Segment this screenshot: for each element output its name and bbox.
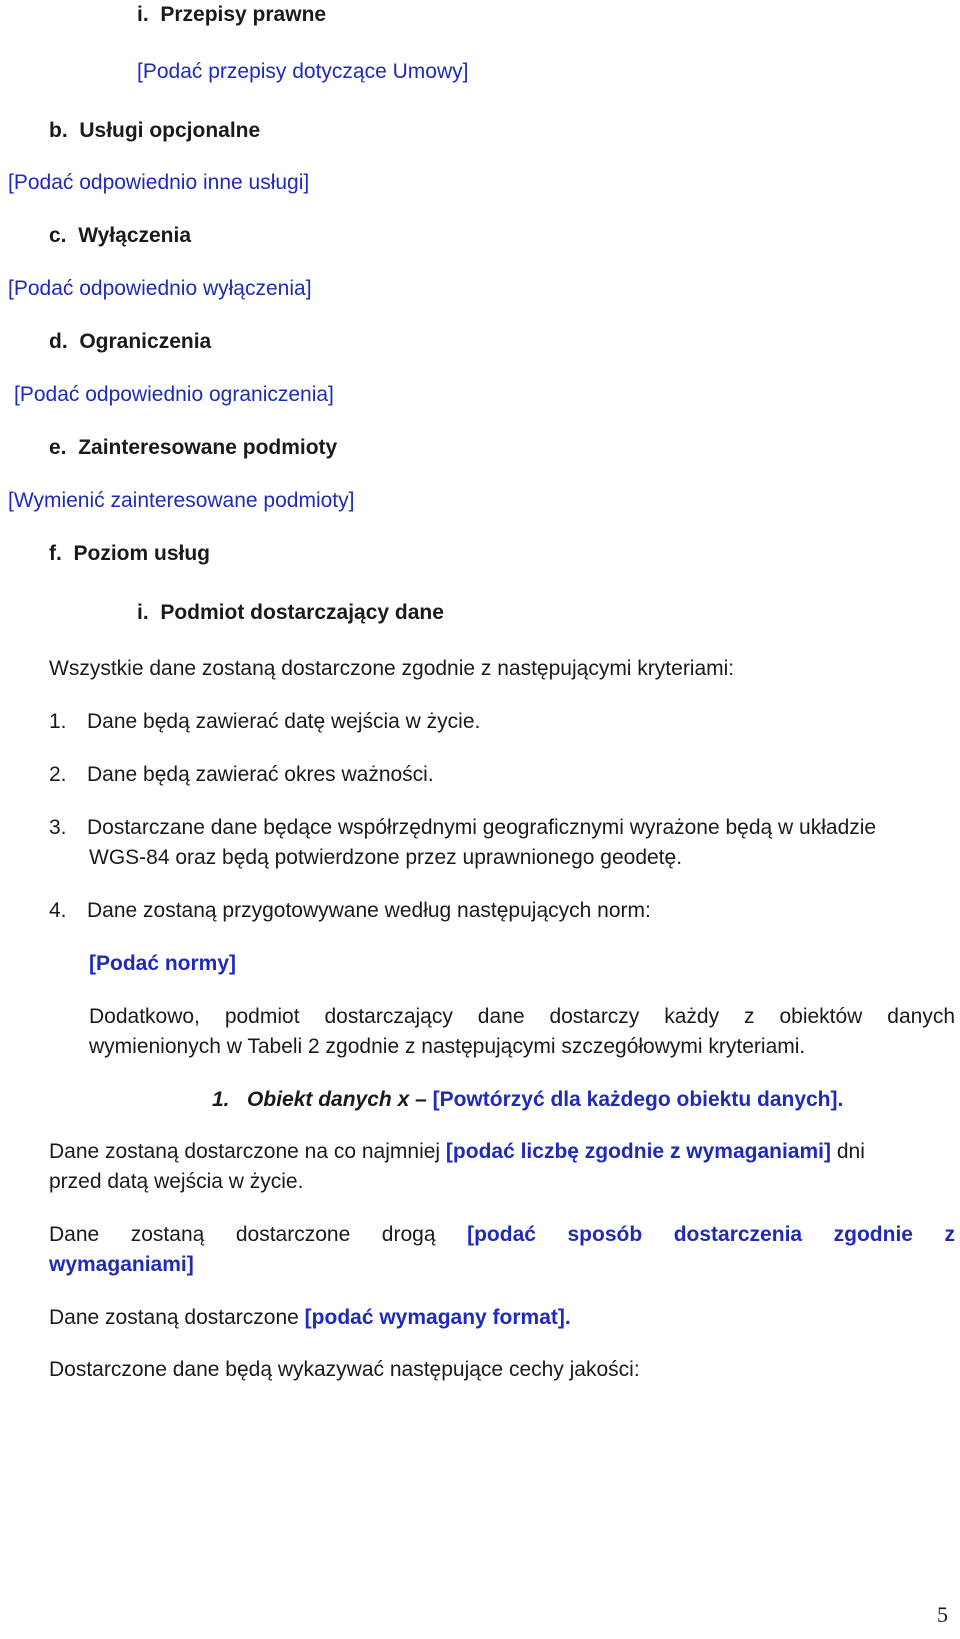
heading-marker: i.	[137, 601, 149, 624]
heading-limitations	[49, 327, 211, 357]
criteria-number: 3.	[49, 816, 67, 839]
additional-criteria-line2: wymienionych w Tabeli 2 zgodnie z następującymi szczegółowymi kryteriami.	[89, 1035, 806, 1058]
data-object-number: 1.	[212, 1088, 230, 1111]
data-object-placeholder: [Powtórzyć dla każdego obiektu danych].	[432, 1088, 844, 1111]
delivery-days-pre: Dane zostaną dostarczone na co najmniej	[49, 1140, 441, 1163]
delivery-method-placeholder: [podać sposób dostarczenia zgodnie z	[467, 1223, 956, 1246]
heading-label: Usługi opcjonalne	[79, 119, 261, 142]
delivery-method-placeholder-line2: wymaganiami]	[49, 1253, 194, 1276]
heading-marker: c.	[49, 224, 67, 247]
heading-stakeholders	[49, 433, 337, 463]
optional-services-placeholder: [Podać odpowiednio inne usługi]	[8, 171, 310, 194]
heading-label: Poziom usług	[73, 542, 210, 565]
criteria-item	[49, 707, 67, 737]
heading-label: Podmiot dostarczający dane	[160, 601, 444, 624]
criteria-number: 4.	[49, 899, 67, 922]
criteria-text-continued: WGS-84 oraz będą potwierdzone przez uprawnionego geodetę.	[89, 846, 683, 869]
heading-service-level	[49, 539, 210, 569]
heading-marker: i.	[137, 3, 149, 26]
criteria-intro: Wszystkie dane zostaną dostarczone zgodnie z następującymi kryteriami:	[49, 657, 735, 680]
heading-label: Zainteresowane podmioty	[78, 436, 338, 459]
additional-criteria-line1: Dodatkowo, podmiot dostarczający dane dostarczy każdy z obiektów danych	[89, 1005, 955, 1028]
heading-optional-services	[49, 116, 260, 146]
exclusions-placeholder: [Podać odpowiednio wyłączenia]	[8, 277, 312, 300]
criteria-item	[49, 813, 67, 843]
criteria-number: 1.	[49, 710, 67, 733]
heading-marker: f.	[49, 542, 62, 565]
data-object-item	[212, 1085, 843, 1115]
heading-label: Przepisy prawne	[160, 3, 327, 26]
criteria-text: Dane będą zawierać okres ważności.	[87, 763, 434, 786]
heading-marker: e.	[49, 436, 67, 459]
criteria-number: 2.	[49, 763, 67, 786]
heading-marker: b.	[49, 119, 68, 142]
heading-law	[137, 0, 326, 30]
heading-data-provider	[137, 598, 444, 628]
delivery-method-pre: Dane zostaną dostarczone drogą	[49, 1223, 436, 1246]
criteria-text: Dostarczane dane będące współrzędnymi geograficznymi wyrażone będą w układzie	[87, 816, 877, 839]
heading-exclusions	[49, 221, 191, 251]
page-number: 5	[937, 1602, 948, 1627]
delivery-format	[49, 1303, 571, 1333]
heading-marker: d.	[49, 330, 68, 353]
delivery-format-placeholder: [podać wymagany format].	[304, 1306, 571, 1329]
stakeholders-placeholder: [Wymienić zainteresowane podmioty]	[8, 489, 355, 512]
delivery-days-line2: przed datą wejścia w życie.	[49, 1170, 304, 1193]
delivery-days-post: dni	[836, 1140, 865, 1163]
criteria-text: Dane zostaną przygotowywane według następujących norm:	[87, 899, 651, 922]
delivery-method-line1	[49, 1220, 955, 1250]
data-object-label: Obiekt danych x –	[247, 1088, 427, 1111]
heading-label: Wyłączenia	[78, 224, 192, 247]
norms-placeholder: [Podać normy]	[89, 952, 237, 975]
delivery-days-line1	[49, 1137, 865, 1167]
criteria-text: Dane będą zawierać datę wejścia w życie.	[87, 710, 481, 733]
criteria-item	[49, 896, 67, 926]
criteria-item	[49, 760, 67, 790]
heading-label: Ograniczenia	[79, 330, 212, 353]
delivery-days-placeholder: [podać liczbę zgodnie z wymaganiami]	[445, 1140, 831, 1163]
quality-intro: Dostarczone dane będą wykazywać następujące cechy jakości:	[49, 1358, 640, 1381]
delivery-format-pre: Dane zostaną dostarczone	[49, 1306, 299, 1329]
limitations-placeholder: [Podać odpowiednio ograniczenia]	[14, 383, 334, 406]
law-placeholder: [Podać przepisy dotyczące Umowy]	[137, 60, 469, 83]
